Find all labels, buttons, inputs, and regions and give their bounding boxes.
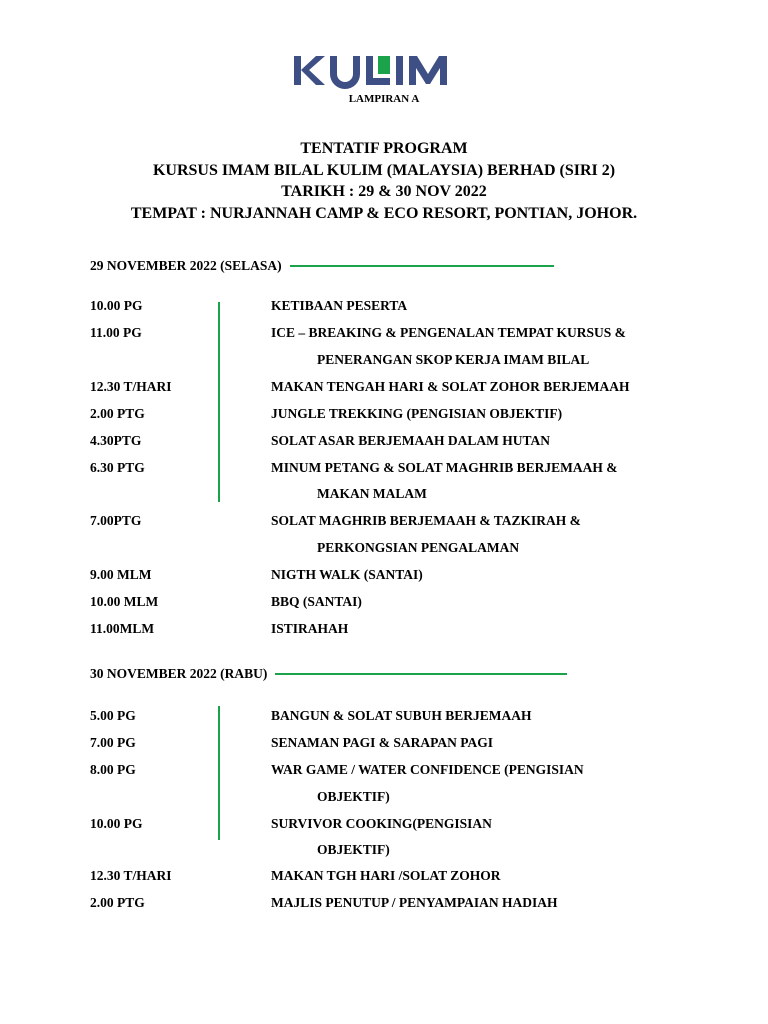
program-title — [0, 138, 768, 224]
row-activity: MAKAN TENGAH HARI & SOLAT ZOHOR BERJEMAAH — [271, 379, 630, 394]
row-time: 7.00 PG — [90, 735, 136, 750]
kulim-logo — [292, 48, 464, 90]
row-time: 10.00 PG — [90, 298, 143, 313]
title-line-2: KURSUS IMAM BILAL KULIM (MALAYSIA) BERHAD (SIRI 2) — [152, 161, 616, 179]
row-time: 10.00 PG — [90, 816, 143, 831]
row-time: 4.30PTG — [90, 433, 142, 448]
row-activity: MAKAN TGH HARI /SOLAT ZOHOR — [271, 868, 501, 883]
day2-vertical-rule — [218, 706, 220, 840]
row-activity: SENAMAN PAGI & SARAPAN PAGI — [271, 735, 493, 750]
title-line-3: TARIKH : 29 & 30 NOV 2022 — [281, 183, 487, 200]
lampiran-label: LAMPIRAN A — [348, 93, 420, 105]
row-activity: ICE – BREAKING & PENGENALAN TEMPAT KURSUS & — [271, 325, 626, 340]
kulim-logo-graphic — [292, 48, 464, 90]
title-line-4: TEMPAT : NURJANNAH CAMP & ECO RESORT, PONTIAN, JOHOR. — [130, 204, 638, 222]
row-activity: BBQ (SANTAI) — [271, 594, 362, 609]
row-time: 7.00PTG — [90, 513, 142, 528]
row-activity: KETIBAAN PESERTA — [271, 298, 408, 313]
row-time: 6.30 PTG — [90, 460, 145, 475]
row-time: 12.30 T/HARI — [90, 868, 172, 883]
row-time: 11.00 PG — [90, 325, 142, 340]
row-activity: MINUM PETANG & SOLAT MAGHRIB BERJEMAAH & — [271, 460, 618, 475]
row-time: 2.00 PTG — [90, 406, 145, 421]
day1-vertical-rule — [218, 302, 220, 502]
day2-heading — [90, 666, 567, 682]
row-time: 2.00 PTG — [90, 895, 145, 910]
row-activity: JUNGLE TREKKING (PENGISIAN OBJEKTIF) — [271, 406, 563, 421]
day1-heading-text: 29 NOVEMBER 2022 (SELASA) — [90, 258, 282, 273]
row-activity: SURVIVOR COOKING(PENGISIAN — [271, 816, 492, 831]
title-line-1: TENTATIF PROGRAM — [300, 140, 468, 157]
row-time: 10.00 MLM — [90, 594, 159, 609]
row-activity: BANGUN & SOLAT SUBUH BERJEMAAH — [271, 708, 532, 723]
day2-divider — [275, 673, 567, 675]
row-activity: WAR GAME / WATER CONFIDENCE (PENGISIAN — [271, 762, 584, 777]
row-activity: ISTIRAHAH — [271, 621, 349, 636]
row-activity-continuation: OBJEKTIF) — [317, 789, 390, 804]
row-time: 11.00MLM — [90, 621, 155, 636]
day2-heading-text: 30 NOVEMBER 2022 (RABU) — [90, 666, 268, 681]
row-activity-continuation: OBJEKTIF) — [317, 842, 390, 857]
row-time: 9.00 MLM — [90, 567, 152, 582]
row-time: 8.00 PG — [90, 762, 136, 777]
row-activity-continuation: PENERANGAN SKOP KERJA IMAM BILAL — [317, 352, 590, 367]
row-time: 12.30 T/HARI — [90, 379, 172, 394]
row-activity-continuation: PERKONGSIAN PENGALAMAN — [317, 540, 520, 555]
day1-divider — [290, 265, 554, 267]
row-time: 5.00 PG — [90, 708, 136, 723]
row-activity: SOLAT MAGHRIB BERJEMAAH & TAZKIRAH & — [271, 513, 581, 528]
row-activity-continuation: MAKAN MALAM — [317, 486, 427, 501]
row-activity: MAJLIS PENUTUP / PENYAMPAIAN HADIAH — [271, 895, 558, 910]
row-activity: NIGTH WALK (SANTAI) — [271, 567, 423, 582]
row-activity: SOLAT ASAR BERJEMAAH DALAM HUTAN — [271, 433, 551, 448]
day1-heading — [90, 258, 554, 274]
